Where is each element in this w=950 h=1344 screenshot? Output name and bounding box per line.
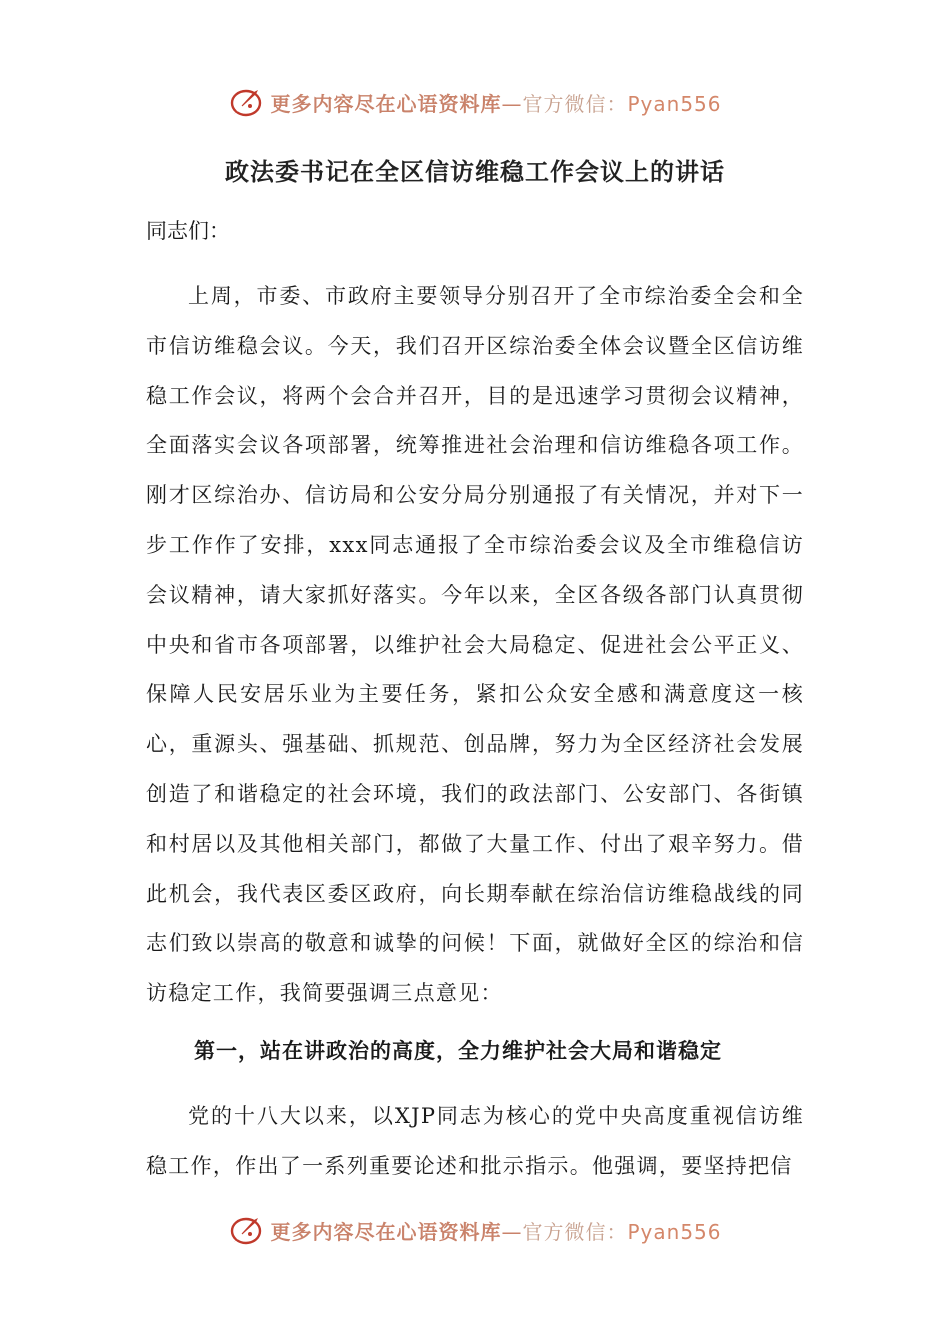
section-heading: 第一，站在讲政治的高度，全力维护社会大局和谐稳定 [194, 1038, 722, 1063]
quill-logo-icon [228, 84, 264, 120]
watermark-banner-bottom [0, 1210, 950, 1250]
watermark-dash: — [501, 91, 523, 116]
body-paragraph: 上周，市委、市政府主要领导分别召开了全市综治委全会和全市信访维稳会议。今天，我们召开区综治委全体会议暨全区信访维稳工作会议，将两个会合并召开，目的是迅速学习贯彻会议精神，全面落实会议各项部署，统筹推进社会治理和信访维稳各项工作。刚才区综治办、信访局和公安分局分别通报了有关情况，并对下一步工作作了安排，xxx同志通报了全市综治委会议及全市维稳信访会议精神，请大家抓好落实。今年以来，全区各级各部门认真贯彻中央和省市各项部署，以维护社会大局稳定、促进社会公平正义、保障人民安居乐业为主要任务，紧扣公众安全感和满意度这一核心，重源头、强基础、抓规范、创品牌，努力为全区经济社会发展创造了和谐稳定的社会环境，我们的政法部门、公安部门、各街镇和村居以及其他相关部门，都做了大量工作、付出了艰辛努力。借此机会，我代表区委区政府，向长期奉献在综治信访维稳战线的同志们致以崇高的敬意和诚挚的问候！下面，就做好全区的综治和信访稳定工作，我简要强调三点意见： [146, 284, 804, 1006]
watermark-wechat-label: 官方微信： [522, 91, 628, 116]
watermark-library-text: 更多内容尽在心语资料库 [270, 91, 502, 116]
document-title: 政法委书记在全区信访维稳工作会议上的讲话 [225, 157, 725, 186]
watermark-library-text: 更多内容尽在心语资料库 [270, 1219, 502, 1244]
watermark-banner-top [0, 82, 950, 122]
watermark-account: Pyan556 [627, 91, 722, 116]
watermark-dash: — [501, 1219, 523, 1244]
salutation: 同志们： [146, 219, 230, 243]
watermark-account: Pyan556 [627, 1219, 722, 1244]
quill-logo-icon [228, 1212, 264, 1248]
watermark-wechat-label: 官方微信： [522, 1219, 628, 1244]
watermark-text [270, 88, 721, 117]
body-paragraph: 党的十八大以来，以XJP同志为核心的党中央高度重视信访维稳工作，作出了一系列重要论述和批示指示。他强调，要坚持把信 [146, 1104, 804, 1178]
watermark-text [270, 1216, 721, 1245]
